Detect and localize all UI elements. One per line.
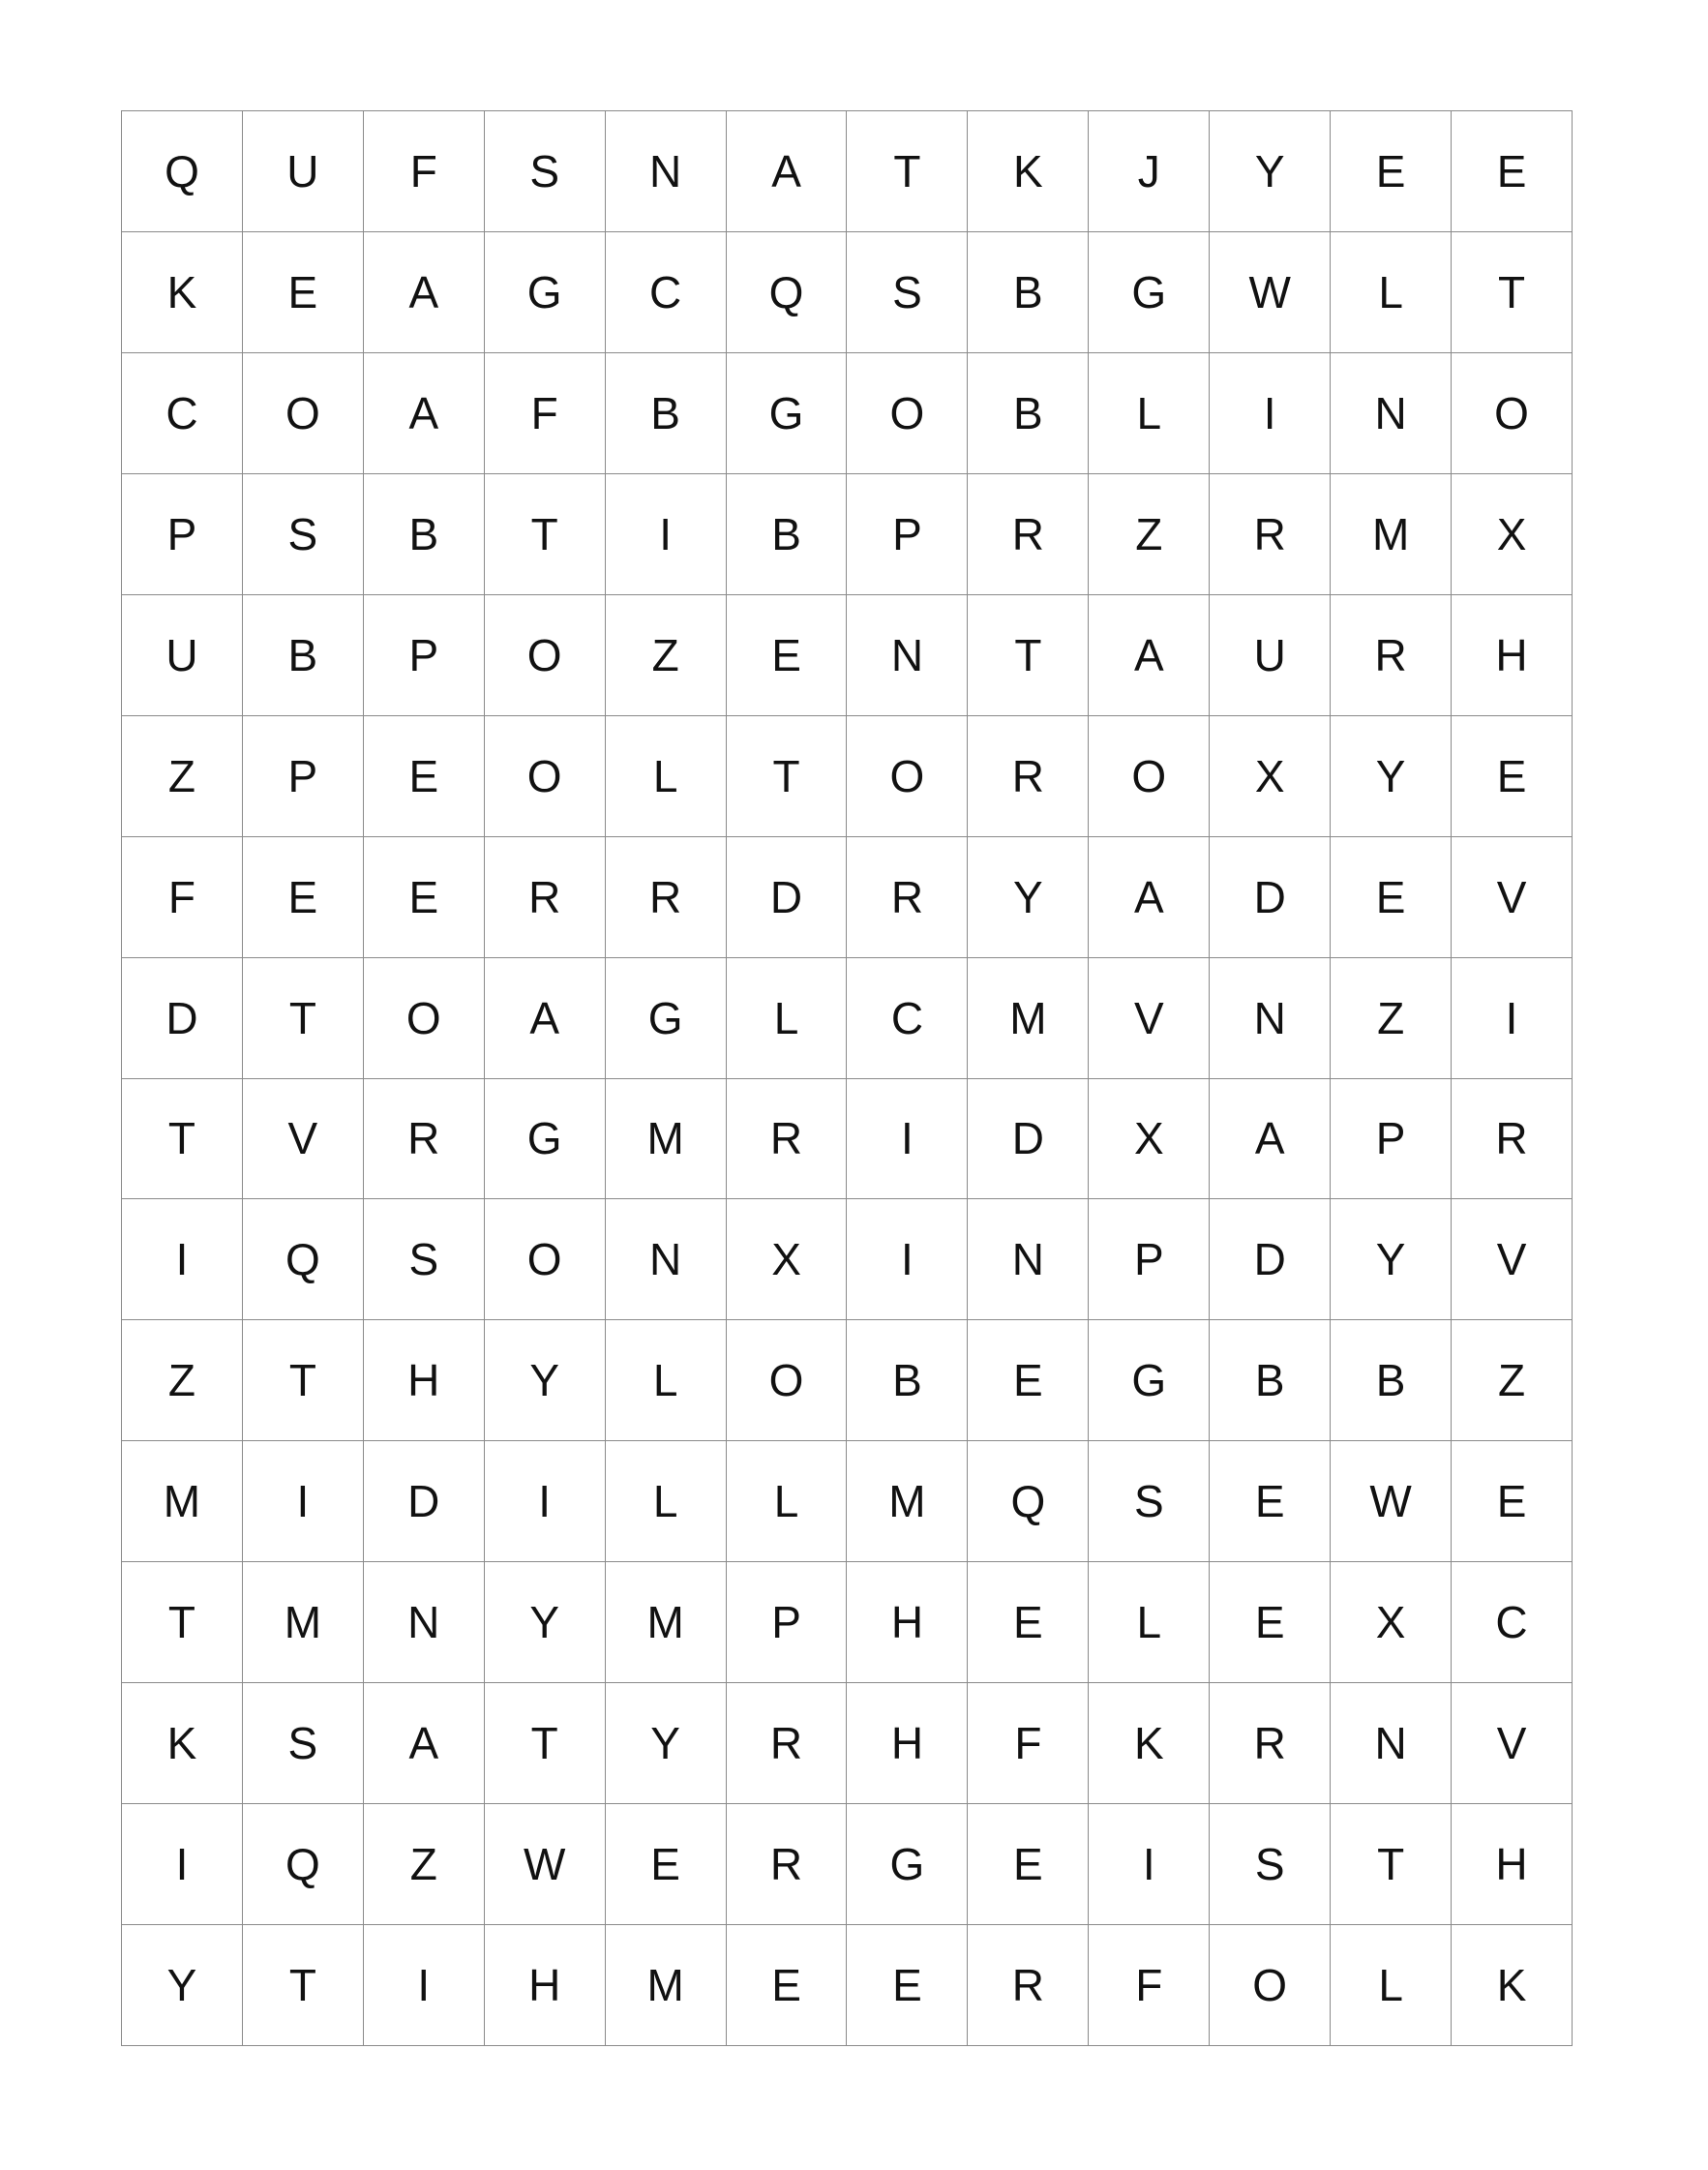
grid-cell: E bbox=[1210, 1441, 1331, 1562]
grid-cell: R bbox=[1210, 474, 1331, 595]
grid-cell: K bbox=[1089, 1683, 1210, 1804]
grid-cell: T bbox=[485, 1683, 606, 1804]
grid-cell: S bbox=[243, 1683, 364, 1804]
grid-cell: P bbox=[122, 474, 243, 595]
grid-cell: A bbox=[1089, 595, 1210, 716]
grid-cell: N bbox=[606, 1199, 727, 1320]
grid-cell: I bbox=[1089, 1804, 1210, 1925]
grid-cell: N bbox=[364, 1562, 485, 1683]
grid-cell: O bbox=[1210, 1925, 1331, 2046]
grid-cell: I bbox=[847, 1079, 968, 1200]
grid-cell: R bbox=[847, 837, 968, 958]
grid-cell: R bbox=[606, 837, 727, 958]
grid-cell: G bbox=[1089, 1320, 1210, 1441]
grid-cell: O bbox=[1452, 353, 1573, 474]
grid-cell: A bbox=[1089, 837, 1210, 958]
grid-cell: P bbox=[727, 1562, 848, 1683]
grid-cell: D bbox=[1210, 837, 1331, 958]
grid-cell: R bbox=[968, 474, 1089, 595]
grid-cell: B bbox=[243, 595, 364, 716]
grid-cell: P bbox=[1331, 1079, 1452, 1200]
grid-cell: B bbox=[1331, 1320, 1452, 1441]
grid-cell: R bbox=[727, 1079, 848, 1200]
grid-cell: Q bbox=[122, 111, 243, 232]
grid-cell: X bbox=[1089, 1079, 1210, 1200]
grid-cell: M bbox=[968, 958, 1089, 1079]
grid-cell: P bbox=[243, 716, 364, 837]
grid-cell: Y bbox=[485, 1320, 606, 1441]
grid-cell: E bbox=[1452, 111, 1573, 232]
grid-cell: R bbox=[1331, 595, 1452, 716]
grid-cell: M bbox=[243, 1562, 364, 1683]
grid-cell: S bbox=[1210, 1804, 1331, 1925]
grid-cell: C bbox=[606, 232, 727, 353]
grid-cell: B bbox=[968, 232, 1089, 353]
grid-cell: Y bbox=[606, 1683, 727, 1804]
grid-cell: R bbox=[485, 837, 606, 958]
grid-cell: Y bbox=[1210, 111, 1331, 232]
grid-cell: M bbox=[1331, 474, 1452, 595]
grid-cell: T bbox=[243, 1925, 364, 2046]
grid-cell: A bbox=[364, 353, 485, 474]
grid-cell: K bbox=[122, 1683, 243, 1804]
grid-cell: Z bbox=[1331, 958, 1452, 1079]
grid-cell: O bbox=[1089, 716, 1210, 837]
grid-cell: N bbox=[847, 595, 968, 716]
grid-cell: X bbox=[1331, 1562, 1452, 1683]
grid-cell: L bbox=[606, 716, 727, 837]
grid-cell: U bbox=[243, 111, 364, 232]
grid-cell: R bbox=[968, 716, 1089, 837]
grid-cell: I bbox=[847, 1199, 968, 1320]
grid-cell: G bbox=[847, 1804, 968, 1925]
grid-cell: M bbox=[606, 1079, 727, 1200]
grid-cell: E bbox=[243, 232, 364, 353]
grid-cell: G bbox=[727, 353, 848, 474]
grid-cell: Y bbox=[485, 1562, 606, 1683]
grid-cell: L bbox=[1089, 1562, 1210, 1683]
grid-cell: T bbox=[243, 1320, 364, 1441]
grid-cell: B bbox=[606, 353, 727, 474]
grid-cell: T bbox=[727, 716, 848, 837]
grid-cell: O bbox=[847, 353, 968, 474]
grid-cell: A bbox=[727, 111, 848, 232]
grid-cell: F bbox=[122, 837, 243, 958]
grid-cell: M bbox=[606, 1562, 727, 1683]
grid-cell: D bbox=[364, 1441, 485, 1562]
grid-cell: A bbox=[485, 958, 606, 1079]
grid-cell: L bbox=[606, 1441, 727, 1562]
grid-cell: E bbox=[1210, 1562, 1331, 1683]
grid-cell: C bbox=[847, 958, 968, 1079]
grid-cell: E bbox=[968, 1804, 1089, 1925]
grid-cell: Z bbox=[122, 716, 243, 837]
grid-cell: C bbox=[122, 353, 243, 474]
grid-cell: E bbox=[847, 1925, 968, 2046]
grid-cell: Q bbox=[727, 232, 848, 353]
grid-cell: H bbox=[1452, 1804, 1573, 1925]
grid-cell: B bbox=[727, 474, 848, 595]
grid-cell: D bbox=[1210, 1199, 1331, 1320]
grid-cell: B bbox=[1210, 1320, 1331, 1441]
grid-cell: Y bbox=[122, 1925, 243, 2046]
grid-cell: G bbox=[485, 1079, 606, 1200]
grid-cell: K bbox=[1452, 1925, 1573, 2046]
grid-cell: S bbox=[847, 232, 968, 353]
grid-cell: V bbox=[1452, 837, 1573, 958]
grid-cell: K bbox=[968, 111, 1089, 232]
grid-cell: I bbox=[364, 1925, 485, 2046]
grid-cell: O bbox=[485, 595, 606, 716]
word-search-grid bbox=[121, 110, 1573, 2046]
grid-cell: E bbox=[727, 595, 848, 716]
grid-cell: K bbox=[122, 232, 243, 353]
grid-cell: D bbox=[968, 1079, 1089, 1200]
grid-cell: B bbox=[364, 474, 485, 595]
grid-cell: D bbox=[727, 837, 848, 958]
grid-cell: E bbox=[1331, 111, 1452, 232]
grid-cell: V bbox=[243, 1079, 364, 1200]
grid-cell: T bbox=[1331, 1804, 1452, 1925]
grid-cell: E bbox=[1452, 716, 1573, 837]
grid-cell: R bbox=[1452, 1079, 1573, 1200]
grid-cell: B bbox=[968, 353, 1089, 474]
grid-cell: N bbox=[1210, 958, 1331, 1079]
grid-cell: T bbox=[485, 474, 606, 595]
grid-cell: I bbox=[606, 474, 727, 595]
grid-cell: E bbox=[1452, 1441, 1573, 1562]
grid-cell: E bbox=[364, 837, 485, 958]
grid-cell: H bbox=[364, 1320, 485, 1441]
grid-cell: L bbox=[727, 958, 848, 1079]
grid-cell: N bbox=[606, 111, 727, 232]
grid-cell: W bbox=[485, 1804, 606, 1925]
grid-cell: M bbox=[847, 1441, 968, 1562]
grid-cell: S bbox=[243, 474, 364, 595]
grid-cell: H bbox=[847, 1562, 968, 1683]
grid-cell: Z bbox=[364, 1804, 485, 1925]
grid-cell: F bbox=[1089, 1925, 1210, 2046]
grid-cell: A bbox=[364, 1683, 485, 1804]
grid-cell: T bbox=[243, 958, 364, 1079]
grid-cell: H bbox=[1452, 595, 1573, 716]
grid-cell: N bbox=[1331, 353, 1452, 474]
grid-cell: R bbox=[364, 1079, 485, 1200]
grid-cell: I bbox=[485, 1441, 606, 1562]
grid-cell: E bbox=[968, 1562, 1089, 1683]
grid-cell: V bbox=[1089, 958, 1210, 1079]
grid-cell: X bbox=[1452, 474, 1573, 595]
grid-cell: Y bbox=[1331, 716, 1452, 837]
grid-cell: O bbox=[485, 1199, 606, 1320]
grid-cell: R bbox=[968, 1925, 1089, 2046]
grid-cell: Y bbox=[968, 837, 1089, 958]
grid-cell: T bbox=[122, 1079, 243, 1200]
grid-cell: A bbox=[1210, 1079, 1331, 1200]
grid-cell: M bbox=[122, 1441, 243, 1562]
grid-cell: Z bbox=[122, 1320, 243, 1441]
grid-cell: W bbox=[1331, 1441, 1452, 1562]
grid-cell: U bbox=[122, 595, 243, 716]
grid-cell: N bbox=[968, 1199, 1089, 1320]
grid-cell: V bbox=[1452, 1683, 1573, 1804]
grid-cell: W bbox=[1210, 232, 1331, 353]
grid-cell: O bbox=[727, 1320, 848, 1441]
grid-cell: C bbox=[1452, 1562, 1573, 1683]
grid-cell: I bbox=[1210, 353, 1331, 474]
grid-cell: T bbox=[968, 595, 1089, 716]
grid-cell: P bbox=[847, 474, 968, 595]
grid-cell: E bbox=[364, 716, 485, 837]
grid-cell: X bbox=[1210, 716, 1331, 837]
grid-cell: R bbox=[727, 1804, 848, 1925]
grid-cell: O bbox=[364, 958, 485, 1079]
grid-cell: P bbox=[1089, 1199, 1210, 1320]
grid-cell: T bbox=[1452, 232, 1573, 353]
grid-cell: L bbox=[1089, 353, 1210, 474]
grid-cell: T bbox=[847, 111, 968, 232]
grid-cell: D bbox=[122, 958, 243, 1079]
grid-cell: F bbox=[364, 111, 485, 232]
grid-cell: Q bbox=[968, 1441, 1089, 1562]
grid-cell: O bbox=[243, 353, 364, 474]
grid-cell: V bbox=[1452, 1199, 1573, 1320]
grid-cell: U bbox=[1210, 595, 1331, 716]
grid-cell: E bbox=[1331, 837, 1452, 958]
grid-cell: E bbox=[727, 1925, 848, 2046]
grid-cell: R bbox=[727, 1683, 848, 1804]
grid-cell: E bbox=[606, 1804, 727, 1925]
grid-cell: G bbox=[1089, 232, 1210, 353]
grid-cell: E bbox=[968, 1320, 1089, 1441]
grid-cell: G bbox=[485, 232, 606, 353]
grid-cell: L bbox=[1331, 232, 1452, 353]
grid-cell: I bbox=[122, 1804, 243, 1925]
grid-cell: F bbox=[968, 1683, 1089, 1804]
grid-cell: L bbox=[606, 1320, 727, 1441]
grid-cell: Z bbox=[1089, 474, 1210, 595]
grid-cell: S bbox=[364, 1199, 485, 1320]
grid-cell: G bbox=[606, 958, 727, 1079]
grid-cell: B bbox=[847, 1320, 968, 1441]
grid-cell: Q bbox=[243, 1199, 364, 1320]
grid-cell: P bbox=[364, 595, 485, 716]
grid-cell: H bbox=[847, 1683, 968, 1804]
grid-cell: L bbox=[1331, 1925, 1452, 2046]
grid-cell: I bbox=[1452, 958, 1573, 1079]
grid-cell: H bbox=[485, 1925, 606, 2046]
grid-cell: R bbox=[1210, 1683, 1331, 1804]
grid-cell: L bbox=[727, 1441, 848, 1562]
grid-cell: Y bbox=[1331, 1199, 1452, 1320]
grid-cell: O bbox=[485, 716, 606, 837]
grid-cell: M bbox=[606, 1925, 727, 2046]
grid-cell: J bbox=[1089, 111, 1210, 232]
grid-cell: I bbox=[243, 1441, 364, 1562]
grid-cell: Z bbox=[1452, 1320, 1573, 1441]
grid-cell: O bbox=[847, 716, 968, 837]
grid-cell: N bbox=[1331, 1683, 1452, 1804]
grid-cell: A bbox=[364, 232, 485, 353]
grid-cell: X bbox=[727, 1199, 848, 1320]
grid-cell: Z bbox=[606, 595, 727, 716]
grid-cell: S bbox=[485, 111, 606, 232]
grid-cell: S bbox=[1089, 1441, 1210, 1562]
grid-cell: E bbox=[243, 837, 364, 958]
grid-cell: I bbox=[122, 1199, 243, 1320]
grid-cell: F bbox=[485, 353, 606, 474]
grid-cell: Q bbox=[243, 1804, 364, 1925]
grid-cell: T bbox=[122, 1562, 243, 1683]
